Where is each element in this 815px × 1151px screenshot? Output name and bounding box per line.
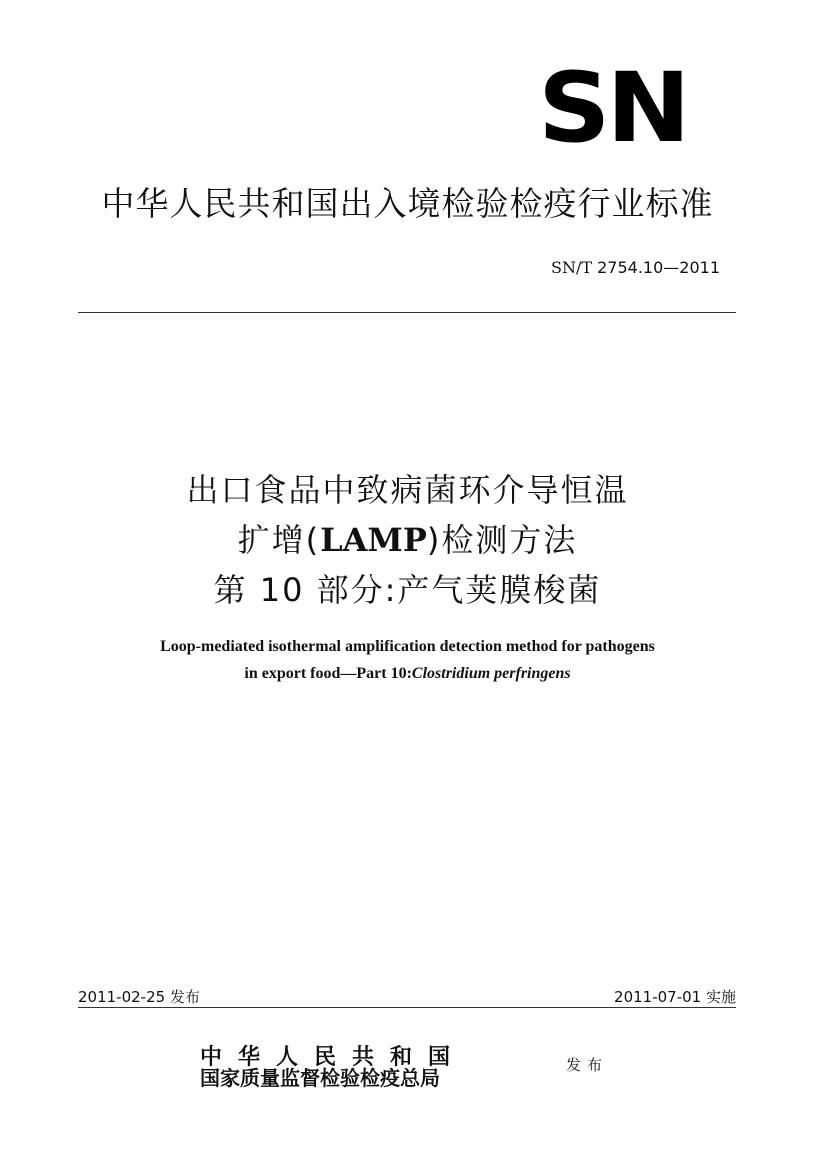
english-title-line-2 [0,665,815,683]
title-line-2-suffix: )检测方法 [426,521,578,559]
standard-code [551,258,720,277]
title-line-2 [0,515,815,561]
standard-category: 中华人民共和国出入境检验检疫行业标准 [101,184,714,223]
implementation-date: 2011-07-01 实施 [614,988,736,1006]
publisher-line-2: 国家质量监督检验检疫总局 [200,1066,440,1090]
english-title-line-1: Loop-mediated isothermal amplification detection method for pathogens [160,638,655,655]
sn-logo: SN [538,52,687,164]
title-line-1: 出口食品中致病菌环介导恒温 [186,471,629,509]
issue-date: 2011-02-25 发布 [78,988,200,1006]
english-title-species: Clostridium perfringens [411,665,571,682]
title-line-2-prefix: 扩增( [237,521,321,559]
title-lamp: LAMP [320,521,427,559]
bottom-divider [78,1007,736,1008]
english-title-part: in export food—Part 10: [244,665,412,682]
publisher-line-1: 中华人民共和国 [200,1044,467,1070]
top-divider [78,312,736,313]
publisher-label: 发布 [566,1056,609,1074]
code-prefix: SN/T [550,258,593,277]
code-number: 2754.10—2011 [597,258,720,277]
title-line-3: 第 10 部分:产气荚膜梭菌 [213,571,602,609]
